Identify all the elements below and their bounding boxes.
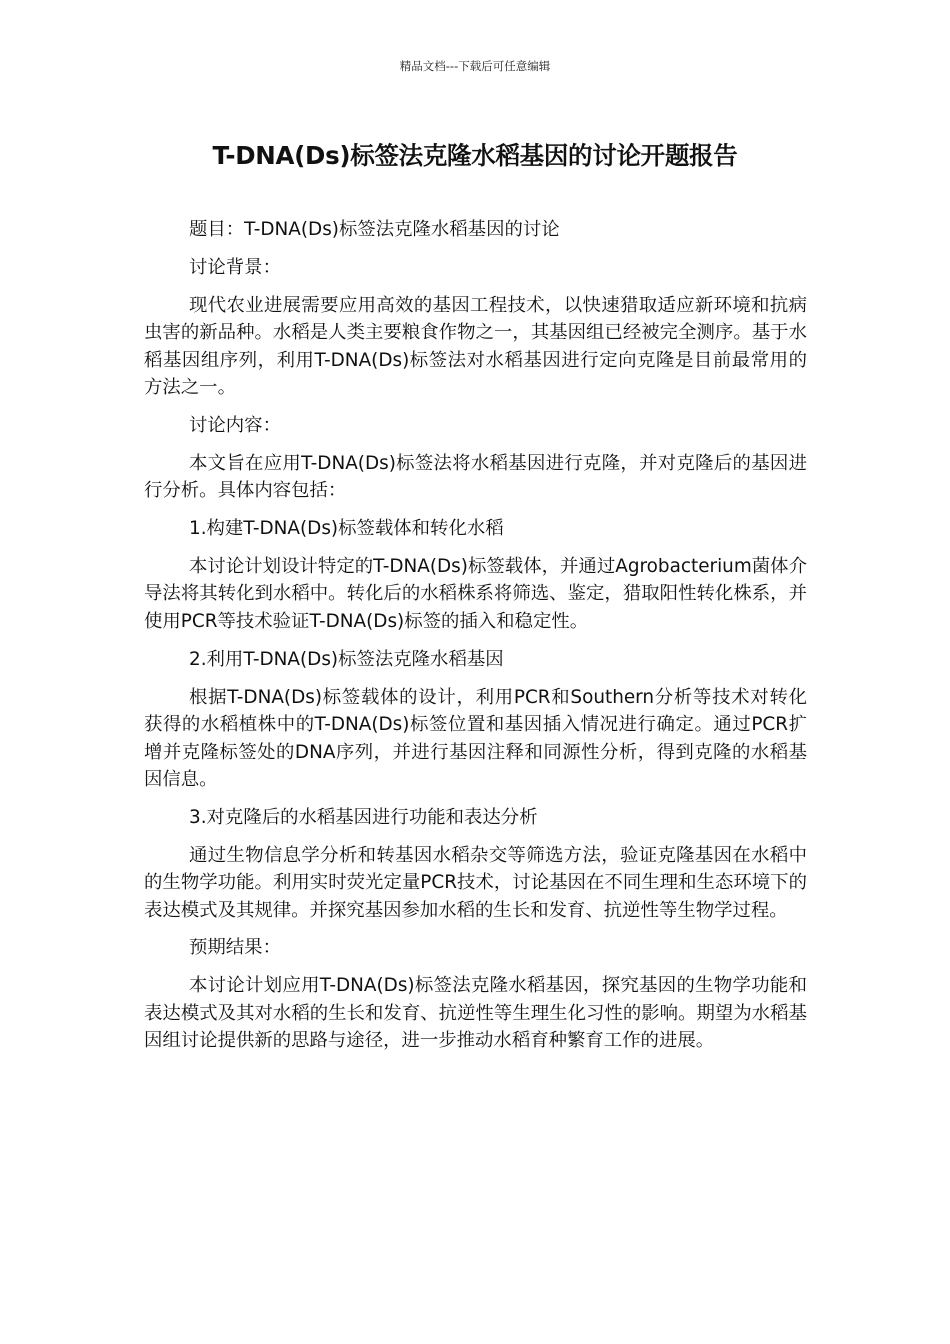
item-heading-1: 1.构建T-DNA(Ds)标签载体和转化水稻 bbox=[189, 518, 504, 540]
expected-results-paragraph: 本讨论计划应用T-DNA(Ds)标签法克隆水稻基因，探究基因的生物学功能和表达模式及其对水稻的生长和发育、抗逆性等生理生化习性的影响。期望为水稻基因组讨论提供新的思路与途径，进一步推动水稻育种繁育工作的进展。 bbox=[144, 975, 807, 1052]
background-paragraph: 现代农业进展需要应用高效的基因工程技术，以快速猎取适应新环境和抗病虫害的新品种。水稻是人类主要粮食作物之一，其基因组已经被完全测序。基于水稻基因组序列，利用T-DNA(Ds)标签法对水稻基因进行定向克隆是目前最常用的方法之一。 bbox=[144, 294, 807, 399]
item-heading-2: 2.利用T-DNA(Ds)标签法克隆水稻基因 bbox=[189, 648, 504, 670]
item-paragraph-2: 根据T-DNA(Ds)标签载体的设计，利用PCR和Southern分析等技术对转化获得的水稻植株中的T-DNA(Ds)标签位置和基因插入情况进行确定。通过PCR扩增并克隆标签处的DNA序列，并进行基因注释和同源性分析，得到克隆的水稻基因信息。 bbox=[144, 686, 807, 790]
item-heading-3: 3.对克隆后的水稻基因进行功能和表达分析 bbox=[189, 806, 538, 828]
document-body bbox=[144, 216, 807, 1065]
document-title: T-DNA(Ds)标签法克隆水稻基因的讨论开题报告 bbox=[212, 141, 738, 170]
item-paragraph-3: 通过生物信息学分析和转基因水稻杂交等筛选方法，验证克隆基因在水稻中的生物学功能。利用实时荧光定量PCR技术，讨论基因在不同生理和生态环境下的表达模式及其规律。并探究基因参加水稻的生长和发育、抗逆性等生物学过程。 bbox=[144, 844, 807, 921]
section-heading-background: 讨论背景： bbox=[189, 256, 281, 278]
item-paragraph-1: 本讨论计划设计特定的T-DNA(Ds)标签载体，并通过Agrobacterium菌体介导法将其转化到水稻中。转化后的水稻株系将筛选、鉴定，猎取阳性转化株系，并使用PCR等技术验证T-DNA(Ds)标签的插入和稳定性。 bbox=[144, 556, 807, 632]
topic-line: 题目：T-DNA(Ds)标签法克隆水稻基因的讨论 bbox=[189, 219, 560, 240]
content-intro-paragraph: 本文旨在应用T-DNA(Ds)标签法将水稻基因进行克隆，并对克隆后的基因进行分析。具体内容包括： bbox=[144, 452, 807, 502]
page-header-note: 精品文档---下载后可任意编辑 bbox=[399, 59, 551, 73]
section-heading-content: 讨论内容： bbox=[189, 414, 281, 436]
section-heading-expected-results: 预期结果： bbox=[189, 937, 281, 959]
